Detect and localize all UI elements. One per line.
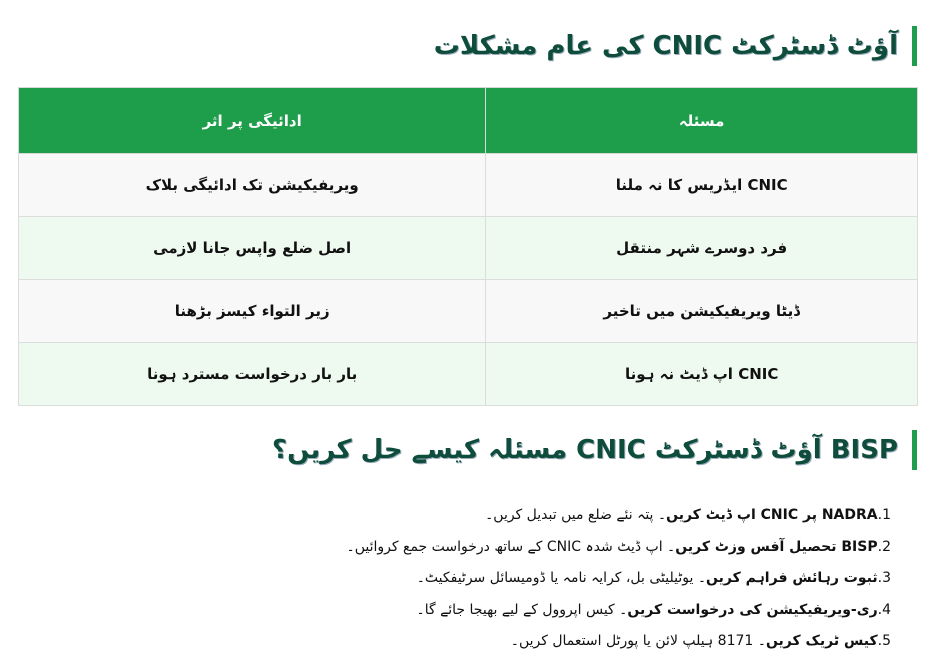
heading-text: آؤٹ ڈسٹرکٹ CNIC کی عام مشکلات (433, 31, 898, 61)
step-title: BISP تحصیل آفس وزٹ کریں (675, 538, 878, 555)
list-item (347, 626, 891, 658)
list-item (347, 595, 891, 627)
step-number: 3. (877, 570, 891, 586)
step-number: 1. (877, 507, 891, 523)
heading-text: BISP آؤٹ ڈسٹرکٹ CNIC مسئلہ کیسے حل کریں؟ (272, 435, 898, 465)
heading-accent-bar (912, 26, 917, 66)
table-row (19, 343, 918, 406)
step-title: NADRA پر CNIC اپ ڈیٹ کریں (666, 507, 878, 523)
cell-issue: CNIC اپ ڈیٹ نہ ہونا (486, 343, 918, 406)
step-text: ۔ یوٹیلیٹی بل، کرایہ نامہ یا ڈومیسائل سرٹیفکیٹ۔ (416, 570, 707, 586)
list-item (347, 500, 891, 532)
table-row (19, 280, 918, 343)
section-heading-solution (272, 430, 917, 470)
step-number: 5. (877, 633, 891, 649)
cell-impact: ویریفیکیشن تک ادائیگی بلاک (19, 154, 486, 217)
solution-steps (347, 500, 891, 658)
header-issue: مسئلہ (486, 88, 918, 154)
cell-impact: اصل ضلع واپس جانا لازمی (19, 217, 486, 280)
step-number: 4. (877, 601, 891, 618)
cell-issue: CNIC ایڈریس کا نہ ملنا (486, 154, 918, 217)
header-impact: ادائیگی پر اثر (19, 88, 486, 154)
table-row (19, 217, 918, 280)
problems-table (18, 87, 918, 406)
step-number: 2. (877, 538, 891, 555)
list-item (347, 532, 891, 564)
table-header-row (19, 88, 918, 154)
cell-issue: فرد دوسرے شہر منتقل (486, 217, 918, 280)
heading-accent-bar (912, 430, 917, 470)
step-text: ۔ کیس اپروول کے لیے بھیجا جائے گا۔ (416, 601, 628, 618)
step-title: ثبوت رہائش فراہم کریں (706, 570, 878, 586)
step-text: ۔ پتہ نئے ضلع میں تبدیل کریں۔ (485, 507, 667, 523)
section-heading-problems (434, 26, 917, 66)
cell-impact: زیر التواء کیسز بڑھنا (19, 280, 486, 343)
step-title: کیس ٹریک کریں (765, 633, 878, 649)
cell-issue: ڈیٹا ویریفیکیشن میں تاخیر (486, 280, 918, 343)
table-row (19, 154, 918, 217)
list-item (347, 563, 891, 595)
cell-impact: بار بار درخواست مسترد ہونا (19, 343, 486, 406)
step-text: ۔ 8171 ہیلپ لائن یا پورٹل استعمال کریں۔ (510, 633, 766, 649)
step-text: ۔ اپ ڈیٹ شدہ CNIC کے ساتھ درخواست جمع کروائیں۔ (346, 538, 676, 555)
step-title: ری-ویریفیکیشن کی درخواست کریں (627, 601, 878, 618)
